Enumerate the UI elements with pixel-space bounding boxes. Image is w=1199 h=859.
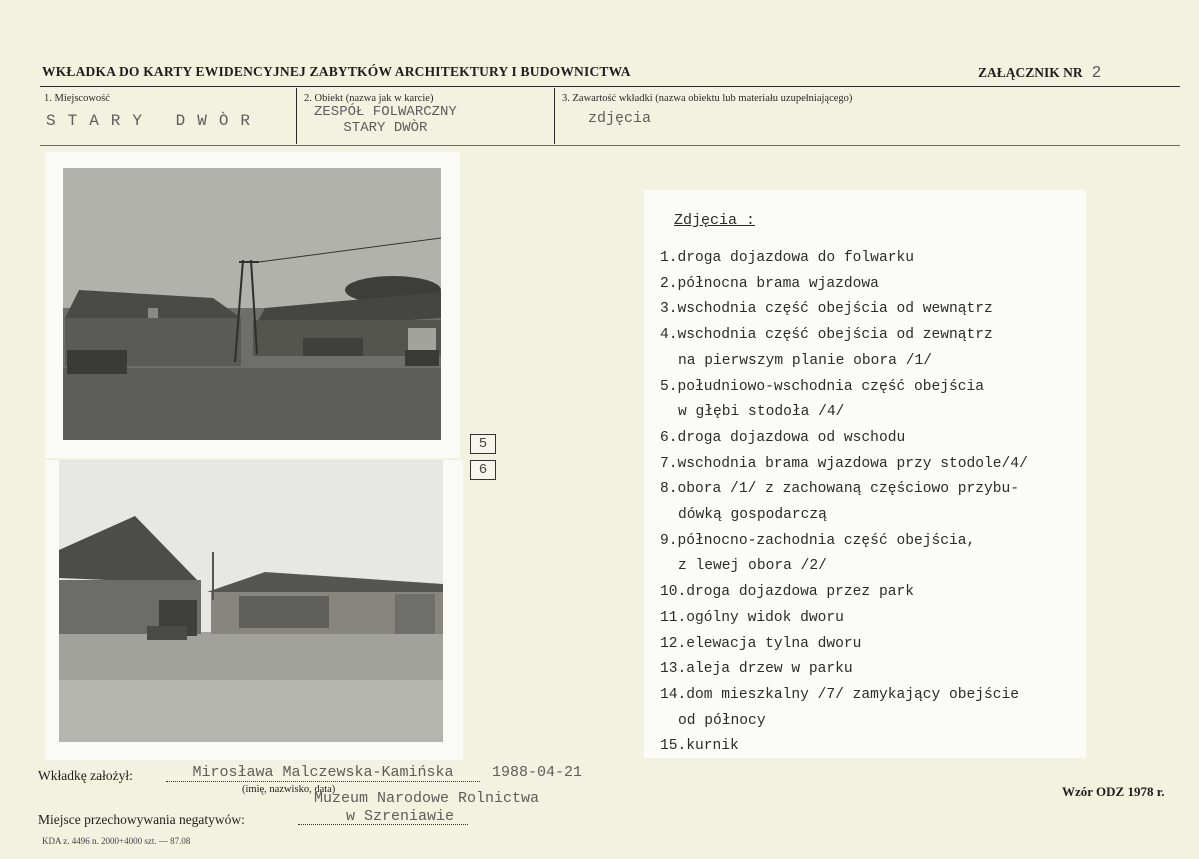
photo-list (660, 246, 1028, 760)
fields-divider (40, 145, 1180, 146)
header-divider (40, 86, 1180, 87)
annex-label-text: ZAŁĄCZNIK NR (978, 65, 1083, 80)
list-item: 9.północno-zachodnia część obejścia, (660, 532, 976, 549)
photo-number-6: 6 (470, 460, 496, 480)
print-info: KDA z. 4496 n. 2000+4000 szt. — 87.08 (42, 836, 191, 846)
list-item: 6.droga dojazdowa od wschodu (660, 429, 906, 446)
object-value-line1: ZESPÓŁ FOLWARCZNY (314, 104, 457, 120)
form-model-label: Wzór ODZ 1978 r. (1062, 784, 1165, 799)
storage-line-1: Muzeum Narodowe Rolnictwa (314, 790, 540, 807)
storage-line-2: w Szreniawie (346, 808, 455, 825)
founder-date: 1988-04-21 (492, 764, 583, 781)
photo-list-heading: Zdjęcia : (674, 212, 756, 229)
field-separator-1 (296, 88, 297, 144)
list-item: 7.wschodnia brama wjazdowa przy stodole/4/ (660, 455, 1028, 472)
object-value-line2: STARY DWÒR (343, 120, 428, 136)
founder-hint: (imię, nazwisko, data) (242, 784, 336, 795)
farm-photo-5 (63, 168, 441, 440)
photo-frame-6 (45, 460, 463, 760)
annex-number: 2 (1092, 64, 1101, 81)
list-item-continuation: dówką gospodarczą (678, 507, 827, 524)
photo-number-5: 5 (470, 434, 496, 454)
photo-list-card (644, 190, 1086, 758)
farm-photo-6 (59, 460, 443, 742)
list-item: 4.wschodnia część obejścia od zewnątrz (660, 327, 993, 344)
contents-value: zdjęcia (588, 110, 652, 127)
photo-frame-5 (45, 152, 460, 458)
founder-label: Wkładkę założył: (38, 768, 133, 783)
field-separator-2 (554, 88, 555, 144)
annex-label (978, 64, 1101, 82)
object-label: 2. Obiekt (nazwa jak w karcie) (304, 93, 434, 104)
list-item: 8.obora /1/ z zachowaną częściowo przybu- (660, 481, 1020, 498)
object-value (314, 104, 457, 136)
list-item: 1.droga dojazdowa do folwarku (660, 250, 914, 266)
list-item: 10.droga dojazdowa przez park (660, 584, 914, 601)
form-title: WKŁADKA DO KARTY EWIDENCYJNEJ ZABYTKÓW ARCHITEKTURY I BUDOWNICTWA (42, 64, 631, 79)
place-label: 1. Miejscowość (44, 93, 110, 104)
list-item: 5.południowo-wschodnia część obejścia (660, 378, 985, 395)
list-item-continuation: w głębi stodoła /4/ (678, 404, 845, 421)
place-value: STARY DWÒR (46, 112, 263, 130)
list-item: 15.kurnik (660, 738, 739, 755)
storage-label: Miejsce przechowywania negatywów: (38, 812, 245, 827)
list-item: 3.wschodnia część obejścia od wewnątrz (660, 301, 993, 318)
founder-name: Mirosława Malczewska-Kamińska (166, 764, 480, 782)
list-item: 11.ogólny widok dworu (660, 609, 844, 626)
list-item: 12.elewacja tylna dworu (660, 635, 862, 652)
list-item: 14.dom mieszkalny /7/ zamykający obejście (660, 686, 1020, 703)
list-item: 13.aleja drzew w parku (660, 661, 853, 678)
list-item-continuation: na pierwszym planie obora /1/ (678, 352, 932, 369)
contents-label: 3. Zawartość wkładki (nazwa obiektu lub materiału uzupełniającego) (562, 93, 853, 104)
list-item-continuation: z lewej obora /2/ (678, 558, 827, 575)
list-item-continuation: od północy (678, 712, 766, 729)
list-item: 2.północna brama wjazdowa (660, 275, 879, 292)
